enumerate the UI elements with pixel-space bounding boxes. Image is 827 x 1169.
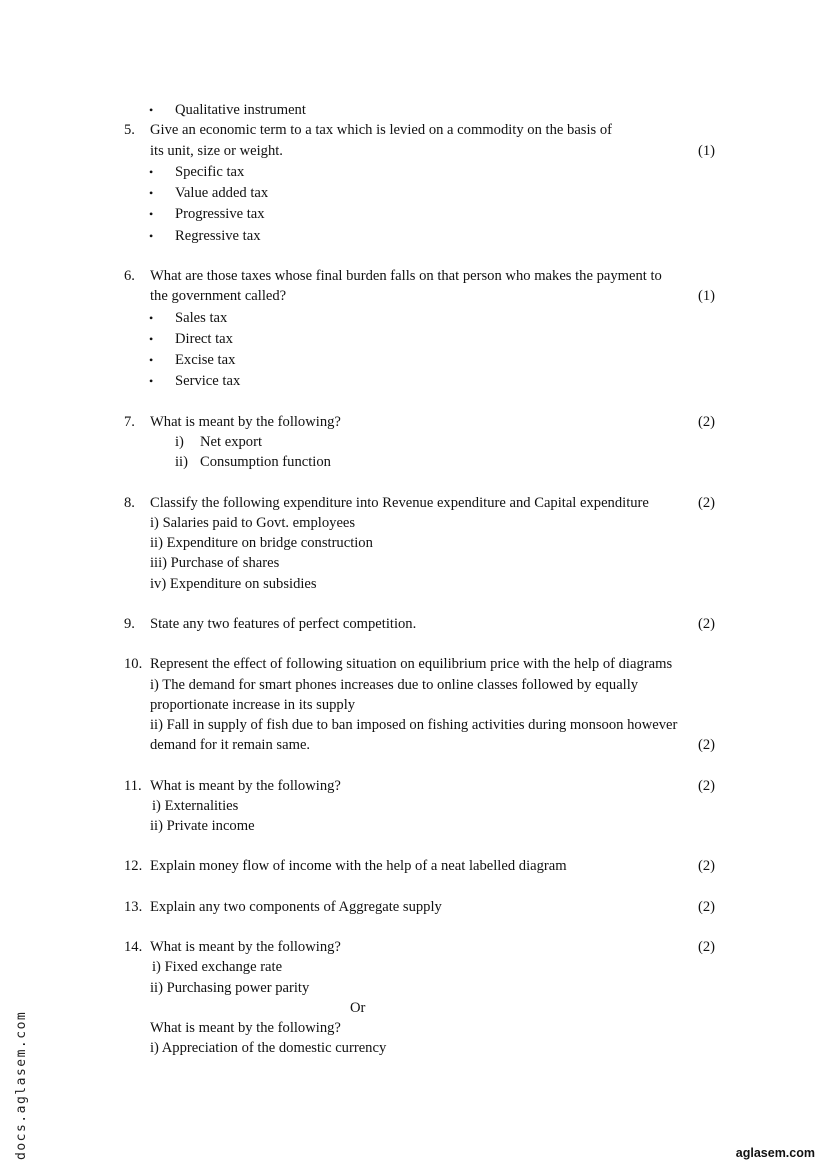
part-text: ii) Purchasing power parity — [150, 980, 310, 996]
bullet-icon: • — [149, 229, 154, 243]
question-number: 11. — [124, 778, 142, 794]
question-marks: (1) — [698, 288, 716, 304]
part-label: i) — [175, 434, 184, 450]
question-number: 13. — [124, 899, 143, 915]
question-number: 5. — [124, 122, 135, 138]
question-text: Give an economic term to a tax which is levied on a commodity on the basis of — [150, 122, 613, 138]
part-text: i) Salaries paid to Govt. employees — [150, 515, 356, 531]
question-text: demand for it remain same. — [150, 737, 311, 753]
question-text: its unit, size or weight. — [150, 143, 283, 159]
question-number: 7. — [124, 414, 135, 430]
side-watermark: docs.aglasem.com — [14, 1010, 29, 1160]
question-text: What is meant by the following? — [150, 414, 341, 430]
question-text: the government called? — [150, 288, 287, 304]
question-text: Explain money flow of income with the help of a neat labelled diagram — [150, 858, 567, 874]
option-text: Sales tax — [175, 310, 228, 326]
question-marks: (2) — [698, 939, 716, 955]
or-divider: Or — [350, 1000, 366, 1016]
option-text: Regressive tax — [175, 228, 261, 244]
bullet-icon: • — [149, 103, 154, 117]
part-text: i) Externalities — [152, 798, 239, 814]
option-text: Progressive tax — [175, 206, 265, 222]
question-number: 12. — [124, 858, 143, 874]
question-text: Classify the following expenditure into Revenue expenditure and Capital expenditure — [150, 495, 649, 511]
question-text: What are those taxes whose final burden falls on that person who makes the payment to — [150, 268, 662, 284]
option-text: Qualitative instrument — [175, 102, 306, 118]
question-text: What is meant by the following? — [150, 1020, 341, 1036]
question-text: Explain any two components of Aggregate supply — [150, 899, 442, 915]
bullet-icon: • — [149, 207, 154, 221]
bullet-icon: • — [149, 311, 154, 325]
option-text: Specific tax — [175, 164, 245, 180]
part-text: iv) Expenditure on subsidies — [150, 576, 317, 592]
corner-brand-logo: aglasem.com — [735, 1146, 815, 1160]
bullet-icon: • — [149, 165, 154, 179]
question-text: State any two features of perfect competition. — [150, 616, 417, 632]
part-text: i) Fixed exchange rate — [152, 959, 283, 975]
part-text: i) Appreciation of the domestic currency — [150, 1040, 387, 1056]
bullet-icon: • — [149, 186, 154, 200]
question-text: What is meant by the following? — [150, 778, 341, 794]
question-number: 14. — [124, 939, 143, 955]
question-text: i) The demand for smart phones increases due to online classes followed by equally — [150, 677, 639, 693]
question-marks: (2) — [698, 495, 716, 511]
part-text: ii) Expenditure on bridge construction — [150, 535, 373, 551]
question-text: ii) Fall in supply of fish due to ban imposed on fishing activities during monsoon however — [150, 717, 678, 733]
bullet-icon: • — [149, 353, 154, 367]
question-marks: (2) — [698, 737, 716, 753]
option-text: Direct tax — [175, 331, 233, 347]
question-number: 9. — [124, 616, 135, 632]
question-marks: (2) — [698, 858, 716, 874]
question-marks: (2) — [698, 414, 716, 430]
bullet-icon: • — [149, 374, 154, 388]
question-text: What is meant by the following? — [150, 939, 341, 955]
question-marks: (2) — [698, 616, 716, 632]
bullet-icon: • — [149, 332, 154, 346]
part-text: Consumption function — [200, 454, 331, 470]
question-number: 6. — [124, 268, 135, 284]
part-text: Net export — [200, 434, 263, 450]
question-number: 10. — [124, 656, 143, 672]
option-text: Value added tax — [175, 185, 269, 201]
question-number: 8. — [124, 495, 135, 511]
question-text: Represent the effect of following situation on equilibrium price with the help of diagrams — [150, 656, 673, 672]
question-marks: (2) — [698, 778, 716, 794]
option-text: Excise tax — [175, 352, 236, 368]
option-text: Service tax — [175, 373, 241, 389]
part-text: iii) Purchase of shares — [150, 555, 280, 571]
question-marks: (2) — [698, 899, 716, 915]
part-label: ii) — [175, 454, 188, 470]
question-marks: (1) — [698, 143, 716, 159]
question-text: proportionate increase in its supply — [150, 697, 356, 713]
part-text: ii) Private income — [150, 818, 255, 834]
